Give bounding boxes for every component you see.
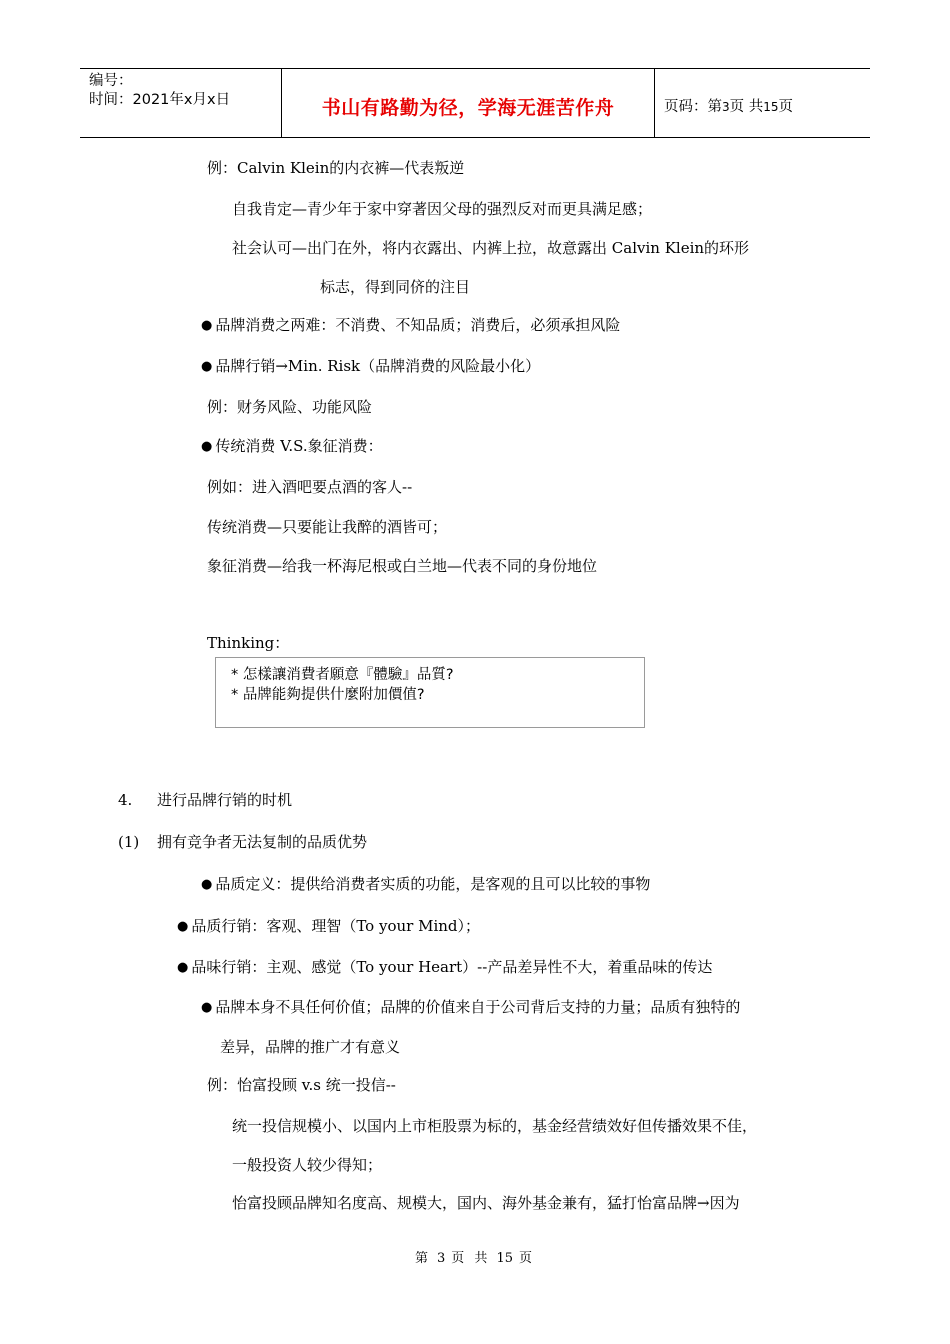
page-number-info: [664, 95, 793, 116]
text-line: 例：Calvin Klein的内衣裤—代表叛逆: [207, 159, 465, 177]
thinking-label: Thinking：: [207, 634, 290, 652]
text-line: 例：财务风险、功能风险: [207, 398, 373, 416]
text-line: 标志，得到同侪的注目: [320, 278, 471, 296]
text-line: 例如：进入酒吧要点酒的客人--: [207, 478, 413, 496]
bullet-item: ● 品味行销：主观、感觉（To your Heart）--产品差异性不大，着重品味的传达: [177, 957, 712, 979]
footer-suffix: 页: [518, 1251, 535, 1266]
header-motto-cell: [282, 69, 655, 137]
text-line: 自我肯定—青少年于家中穿著因父母的强烈反对而更具满足感；: [232, 200, 653, 218]
header-meta-cell: [80, 69, 282, 137]
footer-total: 15: [496, 1251, 513, 1266]
text-line: 传统消费—只要能让我醉的酒皆可；: [207, 518, 448, 536]
footer-mid: 页 共: [451, 1251, 491, 1266]
text-line: 社会认可—出门在外，将内衣露出、内裤上拉，故意露出 Calvin Klein的环形: [232, 239, 750, 257]
motto: 书山有路勤为径，学海无涯苦作舟: [321, 97, 615, 119]
page-header: [80, 68, 870, 138]
bullet-item: ● 品牌消费之两难：不消费、不知品质；消费后，必须承担风险: [201, 315, 620, 337]
bullet-item: ● 品牌本身不具任何价值；品牌的价值来自于公司背后支持的力量；品质有独特的: [201, 997, 740, 1019]
subsection-number: (1): [118, 833, 140, 851]
section-heading: 进行品牌行销的时机: [157, 791, 293, 809]
text-line: 差异，品牌的推广才有意义: [220, 1038, 401, 1056]
page-mid: 页 共: [729, 99, 764, 115]
bullet-item: ● 品质行销：客观、理智（To your Mind）；: [177, 916, 480, 938]
thinking-question: * 怎樣讓消費者願意『體驗』品質?: [231, 667, 454, 683]
thinking-box: [215, 657, 645, 728]
text-line: 统一投信规模小、以国内上市柜股票为标的，基金经营绩效好但传播效果不佳，: [232, 1117, 758, 1135]
serial-label: 编号：: [89, 73, 133, 89]
bullet-item: ● 传统消费 V.S.象征消费：: [201, 436, 383, 458]
text-line: 例：怡富投顾 v.s 统一投信--: [207, 1076, 396, 1094]
section-number: 4.: [118, 791, 133, 809]
text-line: 一般投资人较少得知；: [232, 1156, 383, 1174]
page-current: 3: [722, 100, 730, 114]
page-total: 15: [763, 100, 779, 114]
page-footer: [0, 1247, 950, 1266]
subsection-heading: 拥有竞争者无法复制的品质优势: [157, 833, 368, 851]
bullet-item: ● 品牌行销→Min. Risk（品牌消费的风险最小化）: [201, 356, 540, 378]
text-line: 象征消费—给我一杯海尼根或白兰地—代表不同的身份地位: [207, 557, 598, 575]
text-line: 怡富投顾品牌知名度高、规模大，国内、海外基金兼有，猛打怡富品牌→因为: [232, 1194, 740, 1212]
footer-prefix: 第: [415, 1251, 432, 1266]
page-prefix: 页码：第: [664, 99, 722, 115]
footer-current: 3: [437, 1251, 446, 1266]
bullet-item: ● 品质定义：提供给消费者实质的功能，是客观的且可以比较的事物: [201, 874, 650, 896]
header-page-cell: [655, 69, 870, 137]
page-suffix: 页: [778, 99, 794, 115]
date-label: 时间：2021年x月x日: [89, 92, 231, 108]
thinking-question: * 品牌能夠提供什麼附加價值?: [231, 687, 425, 703]
